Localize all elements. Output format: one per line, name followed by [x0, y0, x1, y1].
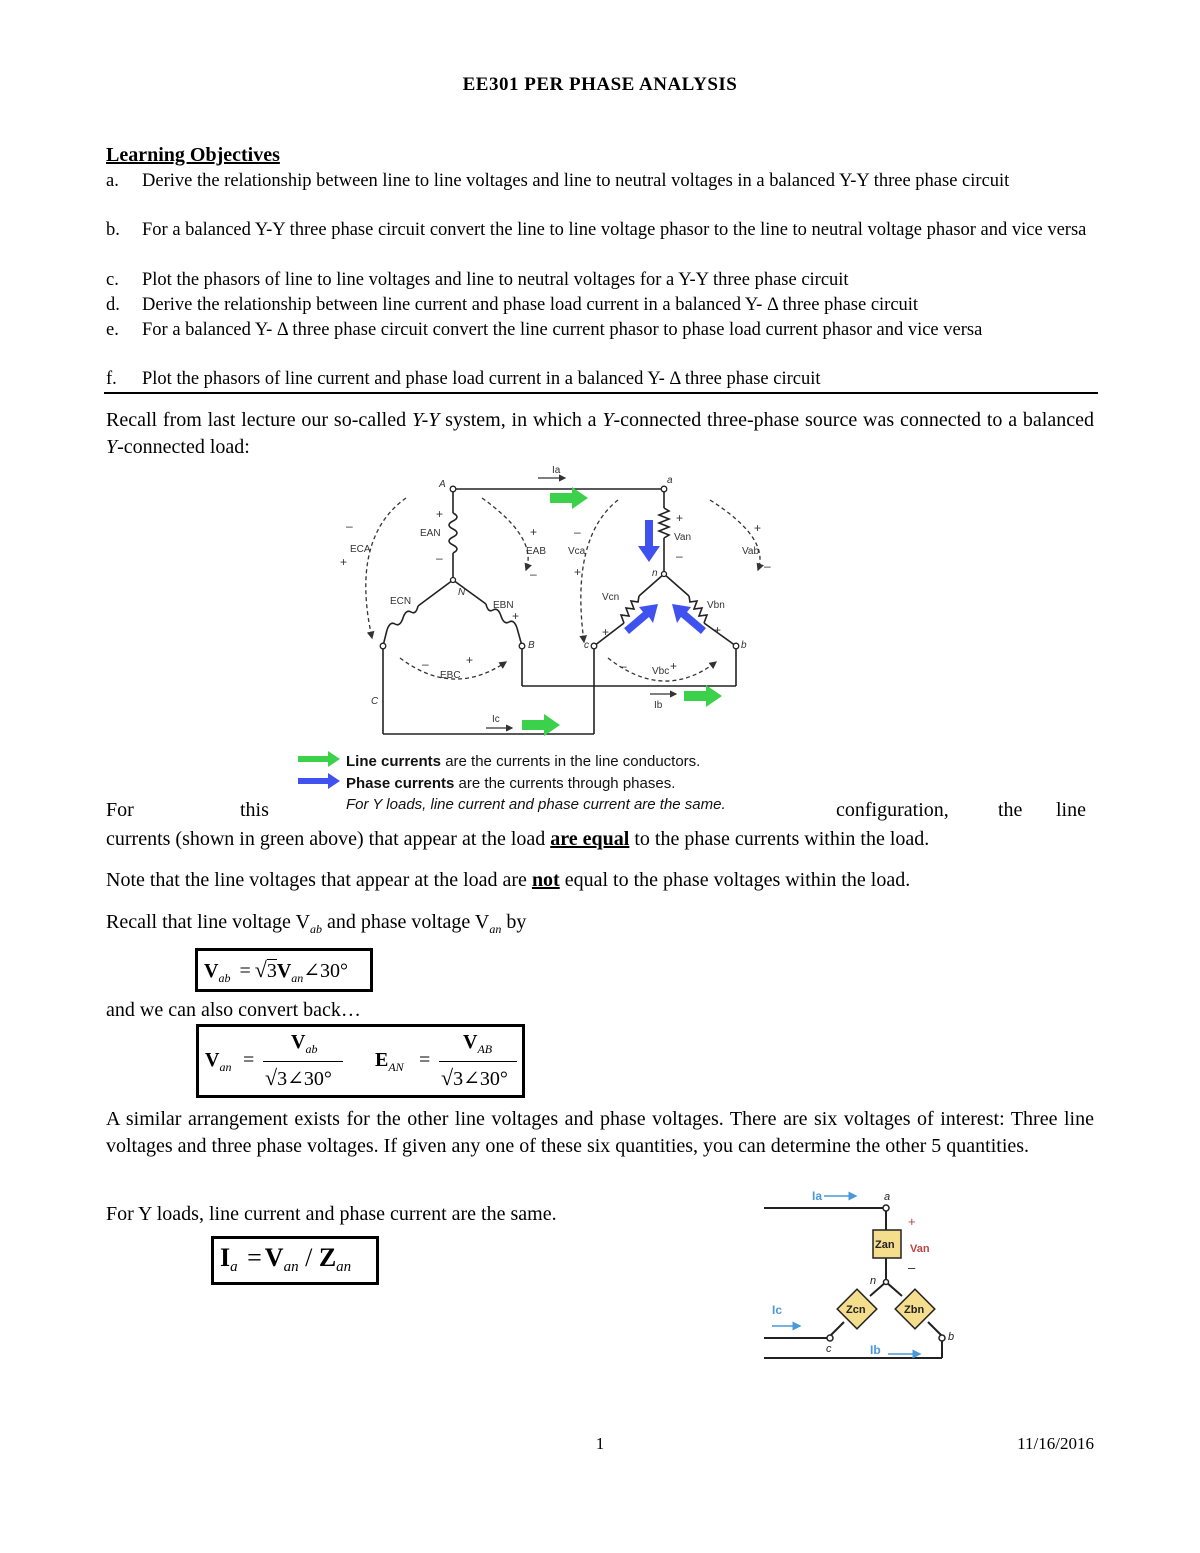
v-cn-label: Vcn [602, 592, 620, 603]
e-ab-label: EAB [526, 546, 547, 557]
i-c-label: Ic [772, 1303, 783, 1317]
svg-text:+: + [574, 565, 582, 579]
objective-text: Plot the phasors of line current and phase load current in a balanced Y- Δ three phase circuit [142, 369, 821, 389]
e-cn-label: ECN [390, 596, 412, 607]
node-C-label: C [371, 696, 379, 707]
e-an-label: EAN [420, 528, 441, 539]
note-paragraph: Note that the line voltages that appear at the load are not equal to the phase voltages within the load. [106, 869, 911, 891]
svg-text:+: + [908, 1214, 916, 1229]
formula-ia-box: $I_a = V_{an} / Z_{an}$ [211, 1236, 379, 1285]
v-bn-label: Vbn [707, 600, 725, 611]
svg-text:–: – [676, 549, 683, 563]
objective-letter: b. [106, 220, 120, 240]
polarity-marks [340, 507, 771, 673]
svg-text:–: – [764, 559, 771, 573]
node-n-label: n [652, 568, 658, 579]
svg-text:–: – [422, 657, 429, 671]
objective-text: Derive the relationship between line current and phase load current in a balanced Y- Δ three phase circuit [142, 295, 919, 315]
svg-text:–: – [436, 551, 443, 565]
node-N-label: N [458, 587, 466, 598]
objective-item [106, 318, 1094, 343]
line-word: line [1056, 799, 1086, 821]
i-a-label: Ia [552, 465, 561, 476]
objective-item [106, 268, 1094, 293]
formula-vab-box: $V_{ab}$ = $√3V_{an}\angle 30^\circ$ [195, 948, 373, 992]
page-number: 1 [595, 1434, 605, 1453]
svg-text:+: + [754, 521, 762, 535]
objective-letter: f. [106, 369, 117, 389]
node-c-label: c [584, 640, 589, 651]
configuration-word: configuration, [836, 799, 949, 821]
i-a-label: Ia [812, 1189, 823, 1203]
svg-text:+: + [714, 623, 722, 637]
i-c-label: Ic [492, 714, 500, 725]
e-bn-label: EBN [493, 600, 514, 611]
the-word: the [998, 799, 1023, 821]
objective-text: Derive the relationship between line to line voltages and line to neutral voltages in a balanced Y-Y three phase circuit [142, 171, 1010, 191]
objective-item [106, 367, 1094, 392]
green-arrow-ia [550, 487, 588, 509]
recall-voltage-paragraph: Recall that line voltage $V_{ab}$ and phase voltage $V_{an}$ by [106, 911, 527, 936]
voltage-arcs [366, 498, 760, 681]
load-wiring [764, 1208, 942, 1358]
svg-text:+: + [670, 659, 678, 673]
objective-letter: d. [106, 295, 120, 315]
node-a-label: a [667, 475, 673, 486]
objective-letter: e. [106, 320, 119, 340]
objective-text: Plot the phasors of line to line voltages and line to neutral voltages for a Y-Y three phase circuit [142, 270, 849, 290]
blue-arrow-an [638, 520, 660, 562]
load-node-labels [826, 1191, 954, 1355]
v-ab-label: Vab [742, 546, 760, 557]
e-ca-label: ECA [350, 544, 371, 555]
v-an-label: Van [910, 1243, 930, 1255]
v-an-label: Van [674, 532, 692, 543]
yy-circuit-diagram [290, 458, 810, 818]
svg-text:+: + [512, 609, 520, 623]
svg-text:–: – [346, 519, 353, 533]
green-arrow-ic [522, 714, 560, 736]
objective-item [106, 293, 1094, 318]
i-b-label: Ib [870, 1343, 881, 1357]
i-b-label: Ib [654, 700, 663, 711]
v-ca-label: Vca [568, 546, 586, 557]
objective-text: For a balanced Y-Y three phase circuit convert the line to line voltage phasor to the line to neutral voltage phasor and vice versa [142, 220, 1087, 240]
objectives-heading: Learning Objectives [106, 144, 280, 166]
z-an-label: Zan [875, 1239, 895, 1251]
objective-text: For a balanced Y- Δ three phase circuit convert the line current phasor to phase load current phasor and vice versa [142, 320, 983, 340]
for-word: For [106, 799, 134, 821]
svg-text:+: + [676, 511, 684, 525]
terminal-dots [380, 486, 739, 649]
green-arrow-ib [684, 685, 722, 707]
objective-item [106, 218, 1094, 243]
legend-blue-arrow [298, 773, 340, 789]
legend-line-currents: Line currents are the currents in the line conductors. [346, 753, 701, 770]
svg-text:+: + [466, 653, 474, 667]
recall-paragraph: Recall from last lecture our so-called Y-Y system, in which a Y-connected three-phase source was connected to a balanced Y-connected load: [106, 409, 1094, 458]
y-load-diagram [760, 1182, 980, 1368]
legend-phase-currents: Phase currents are the currents through phases. [346, 775, 676, 792]
for-y-loads-text: For Y loads, line current and phase current are the same. [106, 1203, 557, 1225]
svg-text:+: + [340, 555, 348, 569]
page-title: EE301 PER PHASE ANALYSIS [462, 74, 738, 95]
this-word: this [240, 799, 269, 821]
svg-text:–: – [574, 525, 581, 539]
footer-date: 11/16/2016 [1017, 1434, 1094, 1453]
current-arrows [772, 1196, 920, 1354]
objective-letter: a. [106, 171, 119, 191]
node-a-label: a [884, 1191, 891, 1203]
legend-green-arrow [298, 751, 340, 767]
z-bn-label: Zbn [904, 1304, 925, 1316]
z-cn-label: Zcn [846, 1304, 866, 1316]
objective-item [106, 169, 1094, 194]
svg-text:–: – [620, 659, 627, 673]
node-B-label: B [528, 640, 535, 651]
formula-van-box: $V_{an}$ = $V_{ab}$ √3∠30° $E_{AN}$ = $V_{AB}$ √3∠30° [196, 1024, 525, 1098]
node-A-label: A [439, 479, 446, 490]
v-bc-label: Vbc [652, 666, 670, 677]
svg-text:+: + [602, 625, 610, 639]
legend-note: For Y loads, line current and phase current are the same. [346, 796, 726, 813]
svg-text:–: – [530, 567, 537, 581]
node-b-label: b [741, 640, 747, 651]
node-n-label: n [870, 1275, 877, 1287]
convert-back-text: and we can also convert back… [106, 999, 361, 1021]
node-c-label: c [826, 1343, 832, 1355]
e-bc-label: EBC [440, 670, 461, 681]
svg-text:+: + [530, 525, 538, 539]
similar-paragraph: A similar arrangement exists for the other line voltages and phase voltages. There are six voltages of interest: Three line voltages and three phase voltages. If given any one of these six quantities, you can determine the other 5 quantities. [106, 1108, 1094, 1157]
section-divider [104, 392, 1098, 394]
objective-letter: c. [106, 270, 119, 290]
currents-paragraph: currents (shown in green above) that appear at the load are equal to the phase currents within the load. [106, 828, 930, 850]
figure-legend [298, 751, 726, 813]
svg-text:–: – [908, 1260, 916, 1275]
svg-text:+: + [436, 507, 444, 521]
node-b-label: b [948, 1331, 955, 1343]
node-labels [371, 475, 747, 707]
line-current-arrows [522, 487, 722, 736]
current-labels [772, 1189, 930, 1357]
